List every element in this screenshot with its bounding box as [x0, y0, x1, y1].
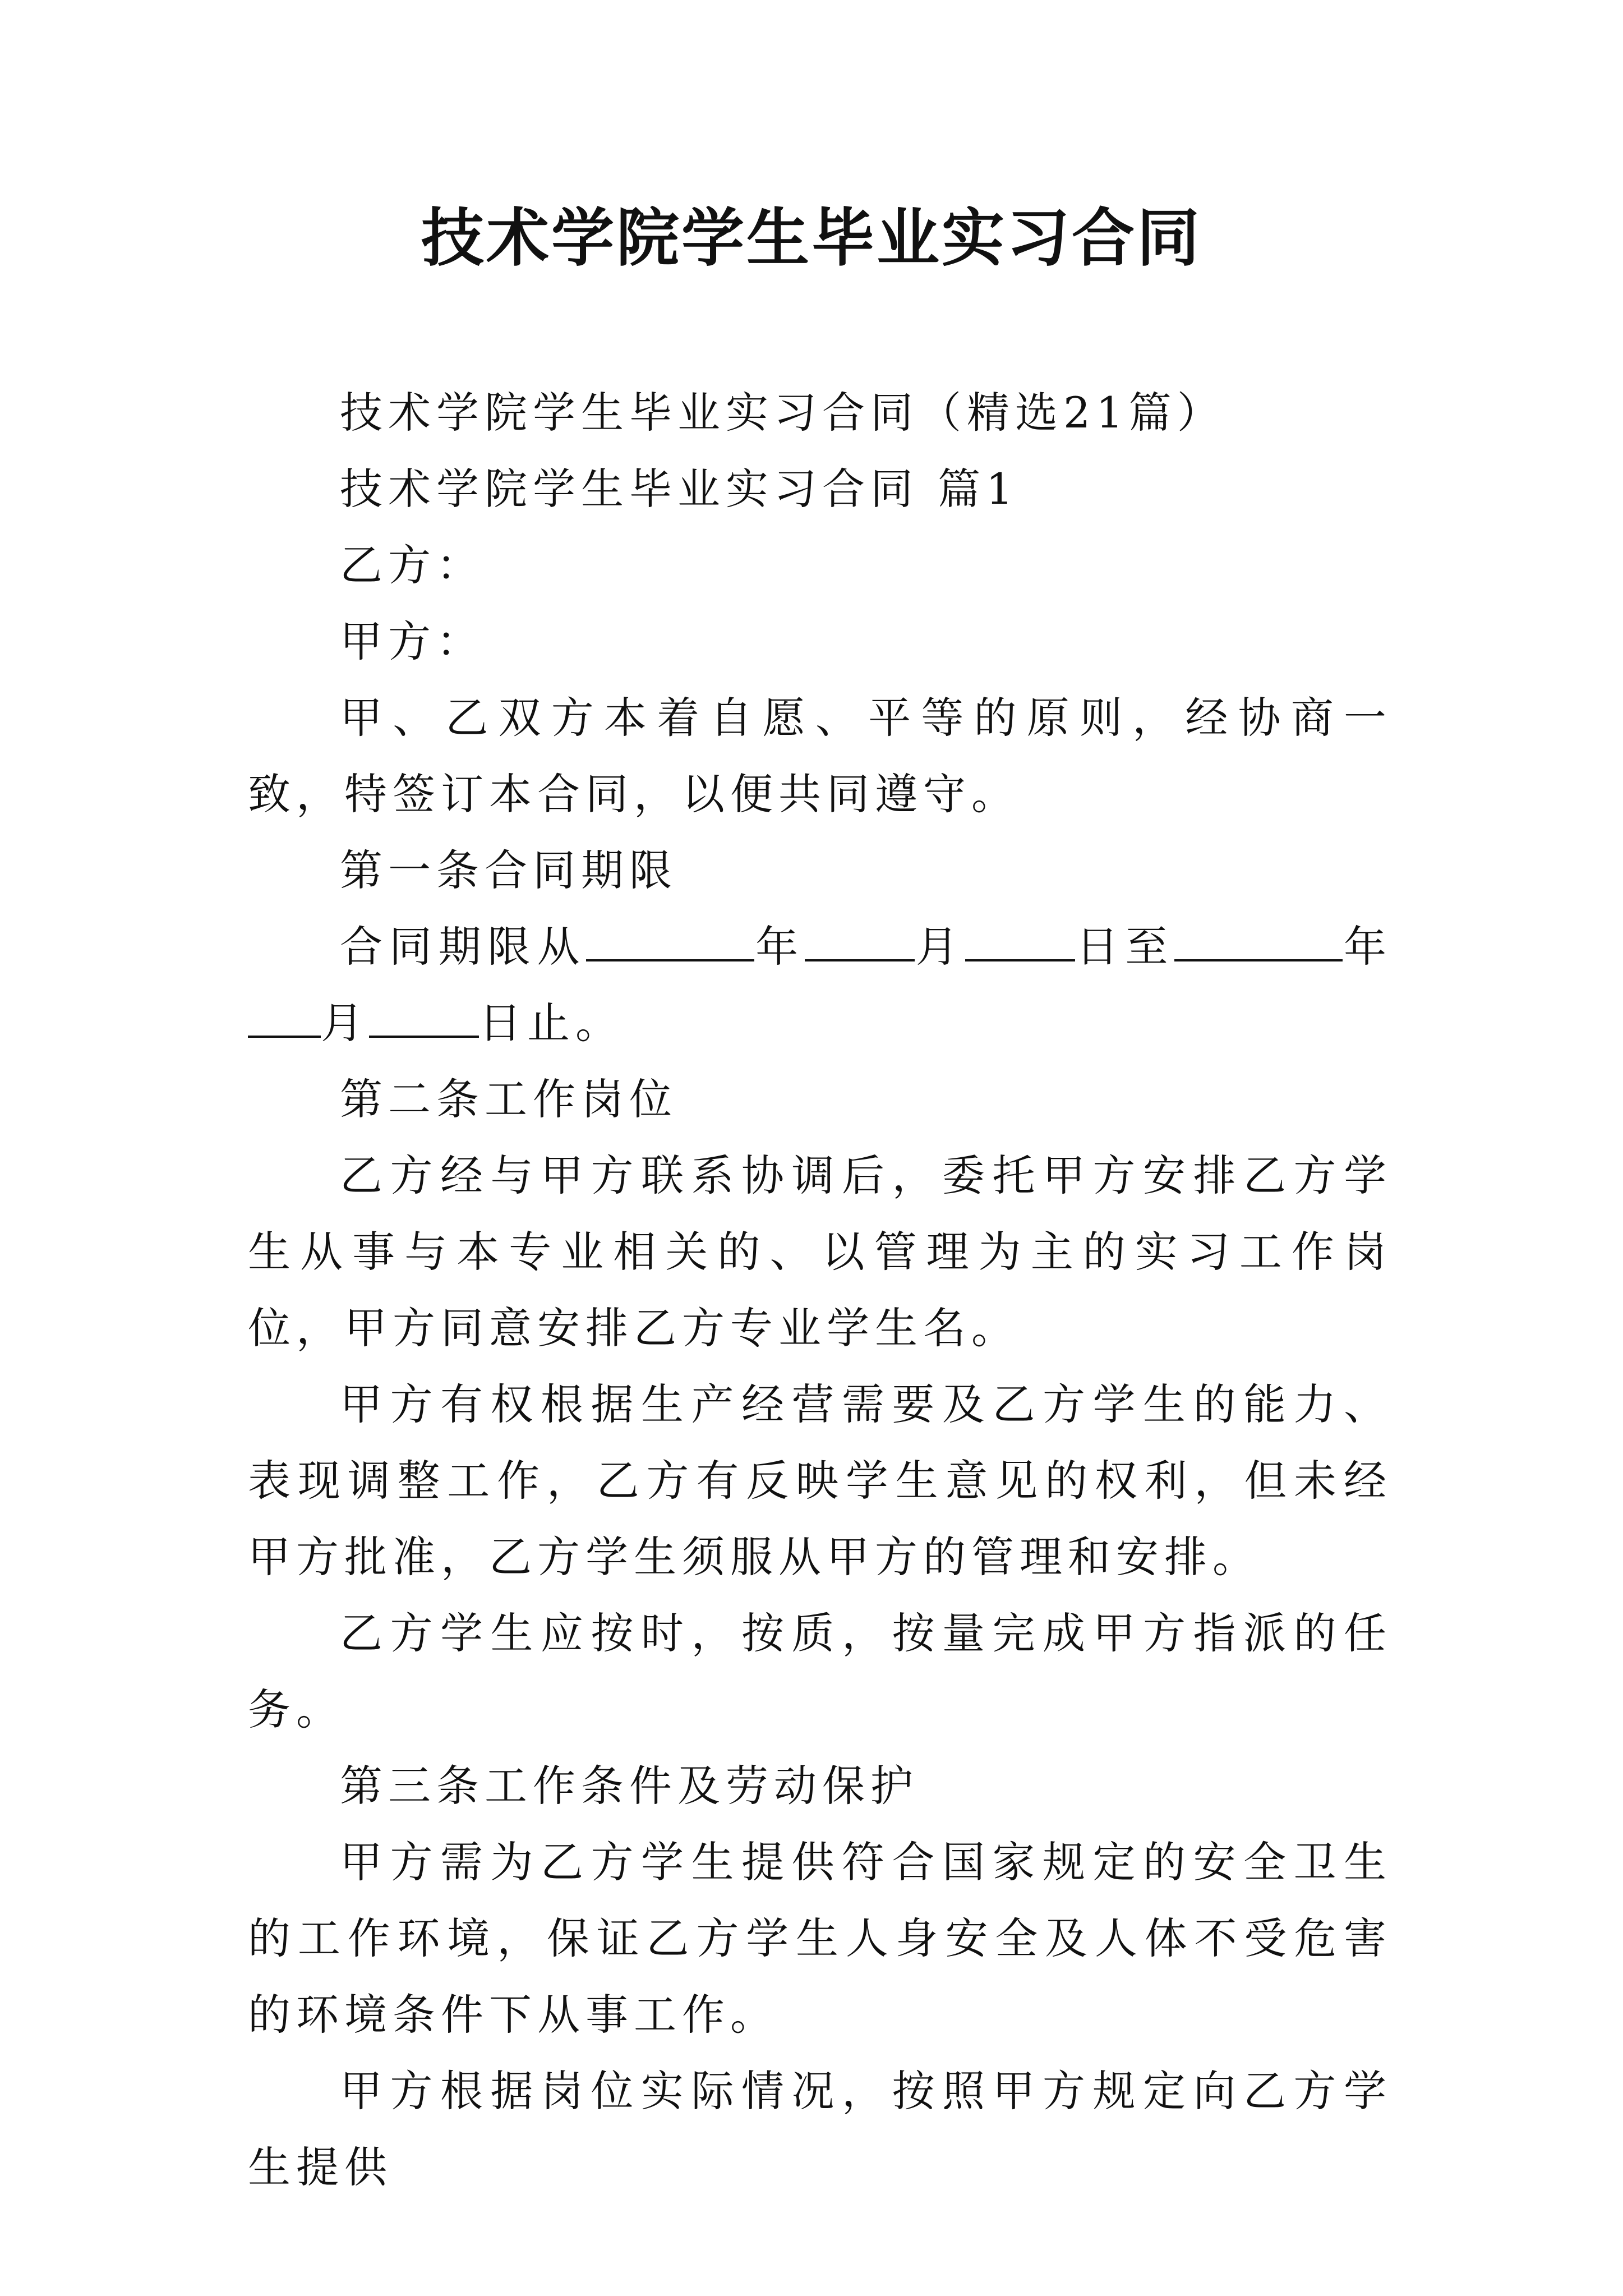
paragraph-party-b: 乙方： [340, 540, 485, 590]
paragraph-contract-term [248, 909, 1392, 1061]
document-body [248, 375, 1392, 2206]
blank-start-year [586, 926, 754, 961]
paragraph-section-heading: 技术学院学生毕业实习合同 篇1 [340, 464, 1019, 514]
paragraph-party-a: 甲方： [340, 616, 485, 666]
document-title: 技术学院学生毕业实习合同 [421, 201, 1202, 275]
paragraph-subtitle: 技术学院学生毕业实习合同（精选21篇） [340, 388, 1225, 438]
term-day-1: 日至 [1075, 922, 1175, 972]
paragraph-article-2-heading: 第二条工作岗位 [340, 1074, 677, 1124]
paragraph-article-2-body-1: 乙方经与甲方联系协调后，委托甲方安排乙方学生从事与本专业相关的、以管理为主的实习工作岗位，甲方同意安排乙方专业学生名。 [248, 1151, 1392, 1353]
paragraph-preamble: 甲、乙双方本着自愿、平等的原则，经协商一致，特签订本合同，以便共同遵守。 [248, 693, 1392, 819]
blank-start-day [965, 926, 1075, 961]
blank-start-month [805, 926, 915, 961]
term-year-2: 年 [1343, 922, 1393, 972]
paragraph-article-3-heading: 第三条工作条件及劳动保护 [340, 1761, 919, 1811]
term-month-2: 月 [321, 998, 369, 1048]
paragraph-article-3-body-1: 甲方需为乙方学生提供符合国家规定的安全卫生的工作环境，保证乙方学生人身安全及人体不受危害的环境条件下从事工作。 [248, 1837, 1392, 2040]
blank-end-month-part [248, 1002, 321, 1038]
term-prefix: 合同期限从 [340, 922, 587, 972]
paragraph-article-2-body-3: 乙方学生应按时，按质，按量完成甲方指派的任务。 [248, 1608, 1392, 1734]
term-year-1: 年 [754, 922, 805, 972]
blank-end-day [369, 1002, 479, 1038]
term-month-1: 月 [914, 922, 965, 972]
term-end: 日止。 [479, 998, 624, 1048]
paragraph-article-3-body-2: 甲方根据岗位实际情况，按照甲方规定向乙方学生提供 [248, 2066, 1392, 2192]
paragraph-article-1-heading: 第一条合同期限 [340, 845, 677, 895]
paragraph-article-2-body-2: 甲方有权根据生产经营需要及乙方学生的能力、表现调整工作，乙方有反映学生意见的权利，但未经甲方批准，乙方学生须服从甲方的管理和安排。 [248, 1379, 1392, 1582]
blank-end-year [1174, 926, 1343, 961]
